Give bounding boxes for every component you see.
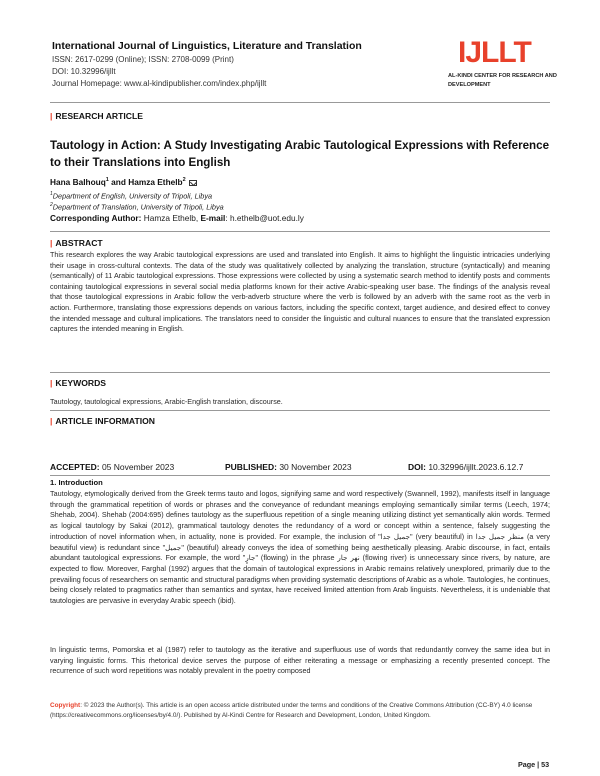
- affiliation-1: $^1$Department of English, University of Tripoli, Libya: [50, 191, 213, 201]
- journal-logo: IJLLT: [458, 36, 531, 69]
- header-divider: [50, 102, 550, 103]
- authors: Hana Balhouq$^1$ and Hamza Ethelb$^2$: [50, 177, 197, 187]
- article-info-heading: | ARTICLE INFORMATION: [50, 416, 156, 426]
- keywords-text: Tautology, tautological expressions, Arabic-English translation, discourse.: [50, 397, 283, 406]
- divider: [50, 475, 550, 476]
- journal-issn: ISSN: 2617-0299 (Online); ISSN: 2708-0099 (Print): [52, 55, 234, 64]
- mail-icon[interactable]: [189, 180, 197, 186]
- affiliation-2: $^2$Department of Translation, University of Tripoli, Libya: [50, 202, 224, 212]
- intro-heading: 1. Introduction: [50, 478, 103, 487]
- journal-doi: DOI: 10.32996/ijllt: [52, 67, 116, 76]
- email-link[interactable]: : h.ethelb@uot.edu.ly: [225, 213, 304, 223]
- intro-paragraph-1: Tautology, etymologically derived from the Greek terms tauto and logos, signifying same and word respectively (Swannell, 1992), manifests itself in language through the grammatical repetition of words or phrases and the conveyance of redundant meanings employing semantically similar terms (Leech, 1974; Shehab, 2004). Shehab (2004:695) defines tautology as the superfluous repetition of a single meaning utilizing distinct yet semantically akin words. Termed as logical tautology by Sakai (2012), grammatical tautology denotes the redundancy of a word or concept within a sentence, falsely suggesting the introduction of novel information when, in actuality, none is provided. For example, the inclusion of "جميل جدا" (very beautiful) in منظر جميل جدا (a very beautiful view) is redundant since "جميل" (beautiful) already conveys the idea of something being aesthetically pleasing. Arabic discourse, in fact, entails abundant tautological expressions. For example, the word "جارٍ" (flowing) in the phrase نهر جار (flowing river) is unnecessary since rivers, by nature, are expected to flow. Moreover, Farghal (1992) argues that the domain of tautological expressions in Arabic remains relatively unexplored, primarily due to the prevailing focus of researchers on semantic and structural paradigms when providing systematic descriptions of Arabic as a whole. Tautologies, he continues, being closely related to pragmatics rather than semantics and syntax, have received limited attention from Arab linguists. Nevertheless, it is undeniable that tautologies are pervasive in everyday Arabic speech (ibid).: [50, 489, 550, 606]
- keywords-heading: | KEYWORDS: [50, 378, 107, 388]
- journal-homepage[interactable]: Journal Homepage: www.al-kindipublisher.com/index.php/ijllt: [52, 79, 267, 88]
- author-1: Hana Balhouq: [50, 177, 106, 187]
- published-date: PUBLISHED: 30 November 2023: [225, 462, 352, 472]
- section-label: | RESEARCH ARTICLE: [50, 111, 143, 121]
- logo-subtitle: AL-KINDI CENTER FOR RESEARCH AND DEVELOPMENT: [448, 73, 557, 88]
- page-number: Page | 53: [518, 760, 550, 769]
- intro-paragraph-2: In linguistic terms, Pomorska et al (1987) refer to tautology as the iterative and superfluous use of words that redundantly convey the same idea but in varying linguistic forms. This rhetorical device serves the purpose of either reiterating a message or emphasizing a recently presented concept. The recurrence of such word repetitions was notably prevalent in the poetry composed: [50, 645, 550, 676]
- divider: [50, 372, 550, 373]
- abstract-heading: | ABSTRACT: [50, 238, 103, 248]
- abstract-text: This research explores the way Arabic tautological expressions are used and translated into English. It aims to highlight the linguistic intricacies underlying their usage in cross-cultural contexts. The data of the study was qualitatively collected by analyzing the translation, structure (syntactically) and meaning (semantically) of 11 Arabic tautological expressions. Those expressions were collected by using a systematic search method to identify posts and comments containing tautological expressions in several social media platforms known for their active Arabic-speaking user base. The findings of the analysis reveal that those tautological expressions in Arabic follow the verb-adverb structure where the verb is followed by an adverb with the same root as the verb in action. Furthermore, translating those expressions depends on various factors, including the specific context, target audience, and desired effect to convey the intended message and cultural implications. The translators need to consider the linguistic and cultural nuances to ensure that the translated expression captures the intended meaning in English.: [50, 250, 550, 334]
- copyright-notice: Copyright: © 2023 the Author(s). This article is an open access article distributed under the terms and conditions of the Creative Commons Attribution (CC-BY) 4.0 license (https://creativecommons.org/licenses/by/4.0/). Published by Al-Kindi Centre for Research and Development, London, United Kingdom.: [50, 702, 533, 719]
- divider: [50, 410, 550, 411]
- article-doi: DOI: 10.32996/ijllt.2023.6.12.7: [408, 462, 524, 472]
- accepted-date: ACCEPTED: 05 November 2023: [50, 462, 175, 472]
- author-2: Hamza Ethelb: [128, 177, 183, 187]
- article-title: Tautology in Action: A Study Investigating Arabic Tautological Expressions with Reference to their Translations into English: [50, 139, 550, 169]
- journal-title: International Journal of Linguistics, Literature and Translation: [52, 40, 362, 52]
- corresponding-author: Corresponding Author: Hamza Ethelb, E-mail: h.ethelb@uot.edu.ly: [50, 213, 304, 223]
- divider: [50, 231, 550, 232]
